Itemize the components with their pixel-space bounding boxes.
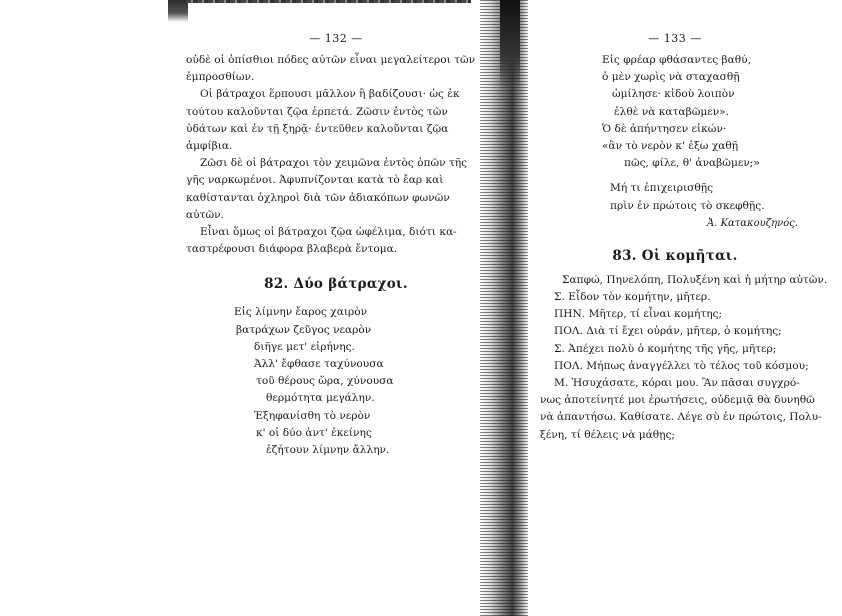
text-line: ὑδάτων καὶ ἐν τῇ ξηρᾷ· ἐντεῦθεν καλοῦνται ζῷα — [186, 122, 449, 135]
poem — [186, 304, 486, 459]
poem-continued — [540, 52, 810, 172]
page-number: — 133 — — [648, 32, 702, 45]
dialogue-line: Μ. Ἡσυχάσατε, κόραι μου. Ἂν πᾶσαι συγχρό- — [554, 377, 800, 390]
poem-line: Ὁ δὲ ἀπήντησεν εἰκών· — [602, 122, 727, 135]
text-line: ταστρέφουσι διάφορα βλαβερὰ ἔντομα. — [186, 243, 398, 256]
poem-line: «ἂν τὸ νερὸν κ' ἐξω χαθῇ — [602, 140, 739, 153]
poem-line: Ἐξηφανίσθη τὸ νερὸν — [254, 409, 371, 422]
text-line: ἀμφίβια. — [186, 140, 233, 153]
dialogue-line: ΠΟΛ. Διὰ τί ἔχει οὐράν, μῆτερ, ὁ κομήτης; — [554, 325, 782, 338]
section-heading: 82. Δύο βάτραχοι. — [264, 276, 408, 293]
moral — [540, 180, 810, 214]
poem-line: ἐλθὲ νὰ καταβῶμεν». — [614, 105, 730, 118]
poem-line: κ' οἱ δύο ἀντ' ἐκείνης — [256, 426, 372, 439]
dialogue-line: Σ. Ἀπέχει πολὺ ὁ κομήτης τῆς γῆς, μῆτερ; — [554, 342, 777, 355]
moral-line: πρὶν ἐν πρώτοις τὸ σκεφθῇς. — [610, 199, 765, 212]
dialogue-intro: Σαπφώ, Πηνελόπη, Πολυξένη καὶ ἡ μήτηρ αὐτῶν. — [562, 273, 828, 286]
poem-line: πῶς, φίλε, θ' ἀναβῶμεν;» — [624, 157, 760, 170]
paragraph-2 — [186, 86, 486, 155]
gutter-top-shadow — [500, 0, 520, 90]
poem-line: τοῦ θέρους ὥρα, χύνουσα — [256, 375, 394, 388]
text-line: Οἱ βάτραχοι ἕρπουσι μᾶλλον ἢ βαδίζουσι· ὡς ἐκ — [200, 88, 460, 101]
poem-line: διῆγε μετ' εἰρήνης. — [254, 340, 355, 353]
poem-line: Εἰς λίμνην ἔαρος χαιρὸν — [234, 306, 368, 319]
dialogue-line: ξένη, τί θέλεις νὰ μάθῃς; — [540, 428, 675, 441]
poem-line: Εἰς φρέαρ φθάσαντες βαθύ, — [602, 54, 751, 66]
author-signature: Ἀ. Κατακουζηνός. — [706, 217, 798, 229]
poem-line: ὁ μὲν χωρὶς νὰ σταχασθῇ — [602, 71, 740, 84]
page-number: — 132 — — [309, 32, 363, 45]
moral-line: Μή τι ἐπιχειρισθῇς — [610, 182, 714, 195]
dialogue-line: Σ. Εἶδον τὸν κομήτην, μῆτερ. — [554, 291, 711, 304]
paragraph-3 — [186, 155, 486, 224]
dialogue-line: ΠΗΝ. Μῆτερ, τί εἶναι κομήτης; — [554, 308, 723, 321]
text-line: αὐτῶν. — [186, 208, 224, 221]
left-page — [186, 30, 486, 459]
book-gutter-shadow — [480, 0, 528, 616]
text-line: οὐδὲ οἱ ὀπίσθιοι πόδες αὐτῶν εἶναι μεγαλείτεροι τῶν — [186, 54, 476, 66]
text-line: ἐμπροσθίων. — [186, 71, 255, 84]
text-line: Ζῶσι δὲ οἱ βάτραχοι τὸν χειμῶνα ἐντὸς ὀπῶν τῆς — [200, 157, 468, 170]
text-line: Εἶναι ὅμως οἱ βάτραχοι ζῷα ὠφέλιμα, διότι κα- — [200, 226, 457, 239]
right-page — [540, 30, 828, 444]
poem-line: θερμότητα μεγάλην. — [266, 392, 375, 405]
text-line: τούτου καλοῦνται ζῷα ἑρπετά. Ζῶσιν ἐντὸς τῶν — [186, 105, 448, 118]
poem-line: ἐζήτουν λίμνην ἄλλην. — [266, 444, 390, 457]
dialogue-line: νως ἀποτείνητέ μοι ἐρωτήσεις, οὐδεμιᾷ θὰ δυνηθῶ — [540, 394, 815, 407]
text-line: καθίστανται ὀχληροὶ διὰ τῶν ἀδιακόπων φωνῶν — [186, 191, 450, 204]
text-line: γῆς ναρκωμένοι. Ἀφυπνίζονται κατὰ τὸ ἔαρ καὶ — [186, 174, 444, 187]
paragraph-4 — [186, 224, 486, 258]
poem-line: ὡμίλησε· κἰδοὺ λοιπὸν — [612, 88, 735, 101]
dialogue-line: ΠΟΛ. Μήπως ἀναγγέλλει τὸ τέλος τοῦ κόσμου; — [554, 359, 809, 372]
dialogue-line: νὰ ἀπαντήσω. Καθίσατε. Λέγε σὺ ἐν πρώτοις, Πολυ- — [540, 411, 822, 424]
page-top-border — [186, 0, 471, 3]
poem-line: βατράχων ζεῦγος νεαρὸν — [236, 323, 372, 336]
page-edge-shadow — [168, 0, 188, 22]
paragraph-1 — [186, 52, 486, 86]
section-heading: 83. Οἱ κομῆται. — [612, 247, 738, 264]
dialogue — [540, 272, 828, 444]
poem-line: Ἀλλ' ἔφθασε ταχύνουσα — [254, 358, 384, 371]
